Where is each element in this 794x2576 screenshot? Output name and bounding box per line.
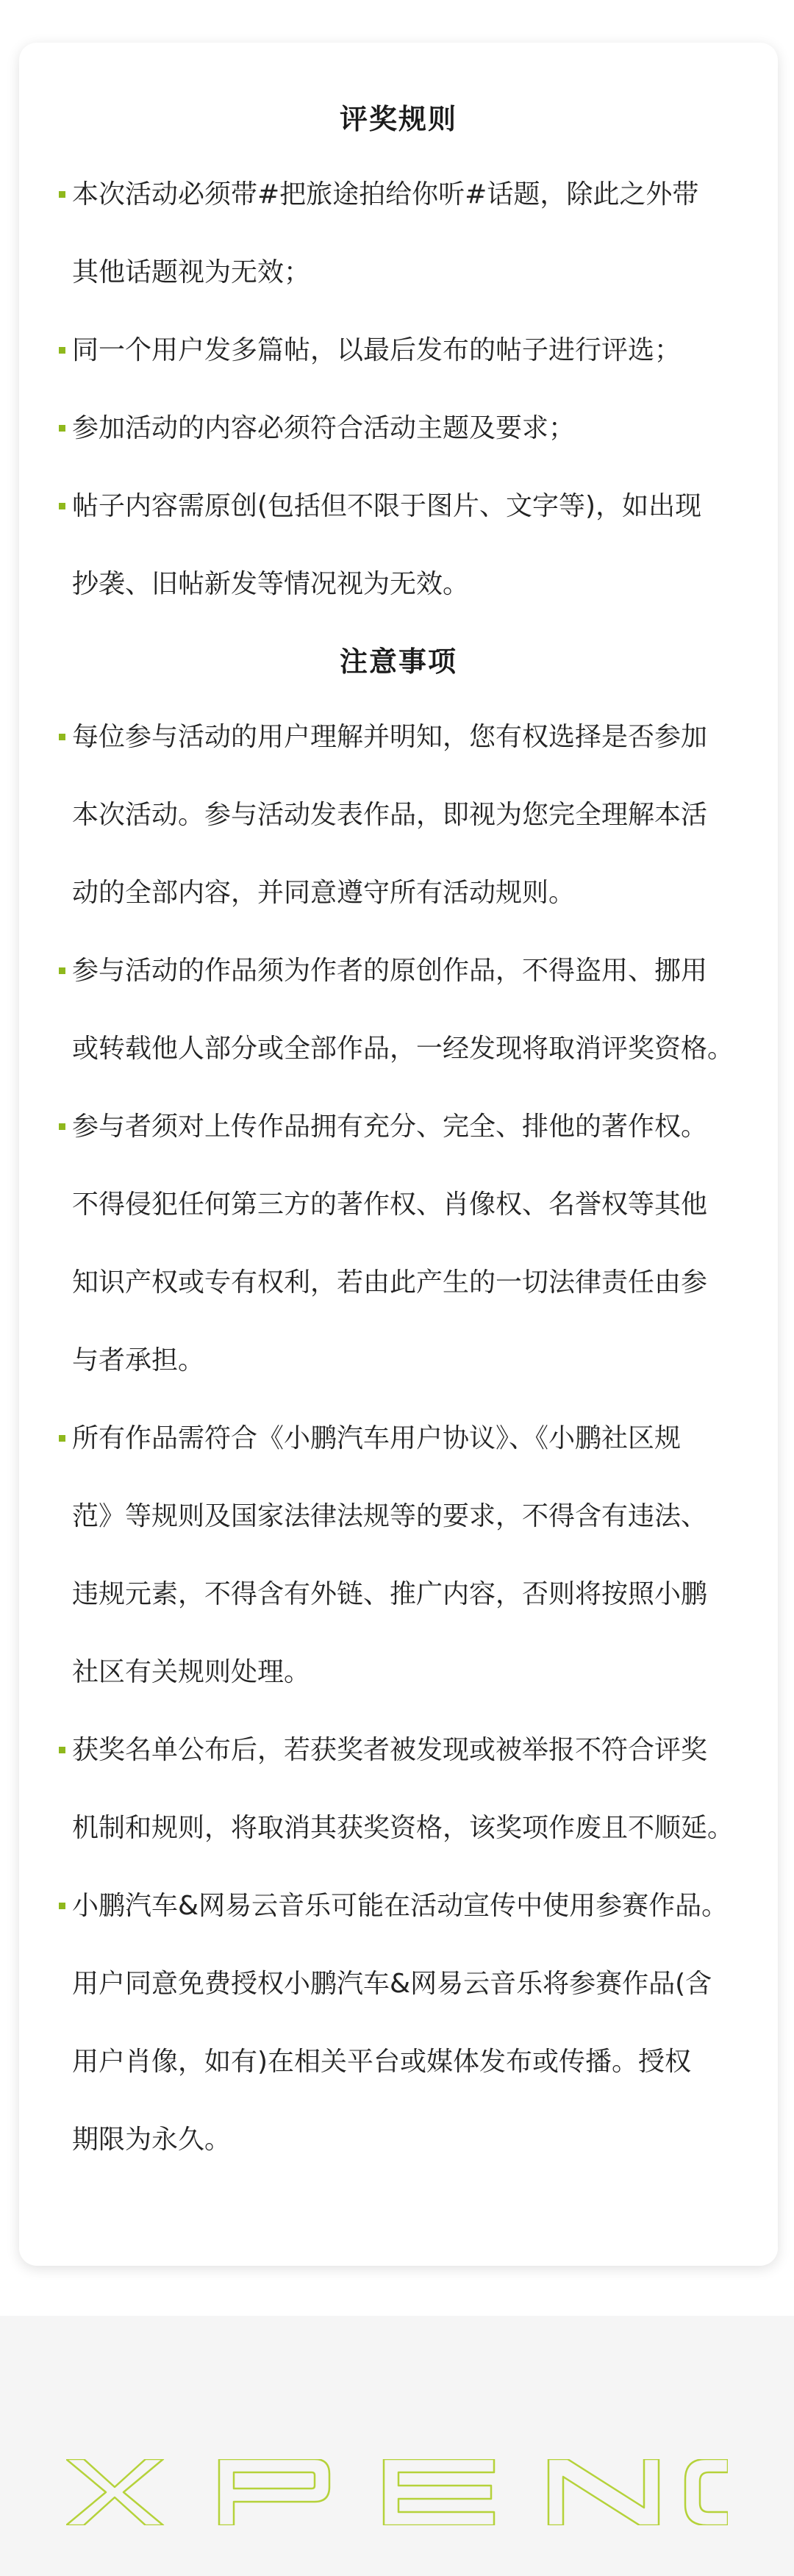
rule-text: 参加活动的内容必须符合活动主题及要求； (72, 413, 576, 443)
bullet-marker (59, 347, 65, 354)
section-title-notes (335, 644, 462, 679)
xpeng-logo (66, 2459, 728, 2525)
bullet-marker (59, 503, 65, 509)
list-item (59, 1400, 741, 1711)
rule-text: 获奖名单公布后，若获奖者被发现或被举报不符合评奖 机制和规则，将取消其获奖资格，该奖项作废且不顺延。 (72, 1735, 734, 1843)
section-title-award-rules-text: 评奖规则 (339, 103, 457, 135)
rule-text: 本次活动必须带#把旅途拍给你听#话题，除此之外带 其他话题视为无效； (72, 179, 699, 287)
rule-text: 同一个用户发多篇帖，以最后发布的帖子进行评选； (72, 335, 682, 365)
section-title-award-rules (335, 101, 462, 137)
section-header-award-rules (19, 101, 778, 146)
bullet-marker (59, 1903, 65, 1909)
bullet-marker (59, 1747, 65, 1753)
bullet-marker (59, 425, 65, 432)
rules-card (19, 43, 778, 2266)
bullet-marker (59, 1123, 65, 1130)
rule-text: 所有作品需符合《小鹏汽车用户协议》、《小鹏社区规 范》等规则及国家法律法规等的要求，不得含有违法、 违规元素，不得含有外链、推广内容，否则将按照小鹏 社区有关规则处理。 (72, 1423, 708, 1687)
footer (0, 2316, 794, 2576)
bullet-marker (59, 191, 65, 198)
list-item (59, 1867, 741, 2179)
rule-text: 每位参与活动的用户理解并明知，您有权选择是否参加 本次活动。参与活动发表作品，即视为您完全理解本活 动的全部内容，并同意遵守所有活动规则。 (72, 722, 708, 908)
section-title-notes-text: 注意事项 (339, 645, 457, 678)
bullet-marker (59, 734, 65, 740)
list-item (59, 932, 741, 1088)
award-rules-list (19, 156, 778, 623)
rule-text: 帖子内容需原创(包括但不限于图片、文字等)，如出现 抄袭、旧帖新发等情况视为无效。 (72, 491, 702, 599)
list-item (59, 156, 741, 312)
bullet-marker (59, 967, 65, 974)
rule-text: 参与活动的作品须为作者的原创作品，不得盗用、挪用 或转载他人部分或全部作品，一经发现将取消评奖资格。 (72, 956, 734, 1064)
bullet-marker (59, 1435, 65, 1442)
list-item (59, 1711, 741, 1867)
list-item (59, 468, 741, 623)
list-item (59, 312, 741, 390)
rule-text: 参与者须对上传作品拥有充分、完全、排他的著作权。 不得侵犯任何第三方的著作权、肖像权、名誉权等其他 知识产权或专有权利，若由此产生的一切法律责任由参 与者承担。 (72, 1112, 708, 1375)
rule-text: 小鹏汽车&网易云音乐可能在活动宣传中使用参赛作品。 用户同意免费授权小鹏汽车&网易云音乐将参赛作品(含 用户肖像，如有)在相关平台或媒体发布或传播。授权 期限为永久。 (72, 1891, 729, 2155)
list-item (59, 1088, 741, 1400)
section-header-notes (19, 644, 778, 688)
list-item (59, 390, 741, 468)
notes-list (19, 698, 778, 2179)
list-item (59, 698, 741, 932)
